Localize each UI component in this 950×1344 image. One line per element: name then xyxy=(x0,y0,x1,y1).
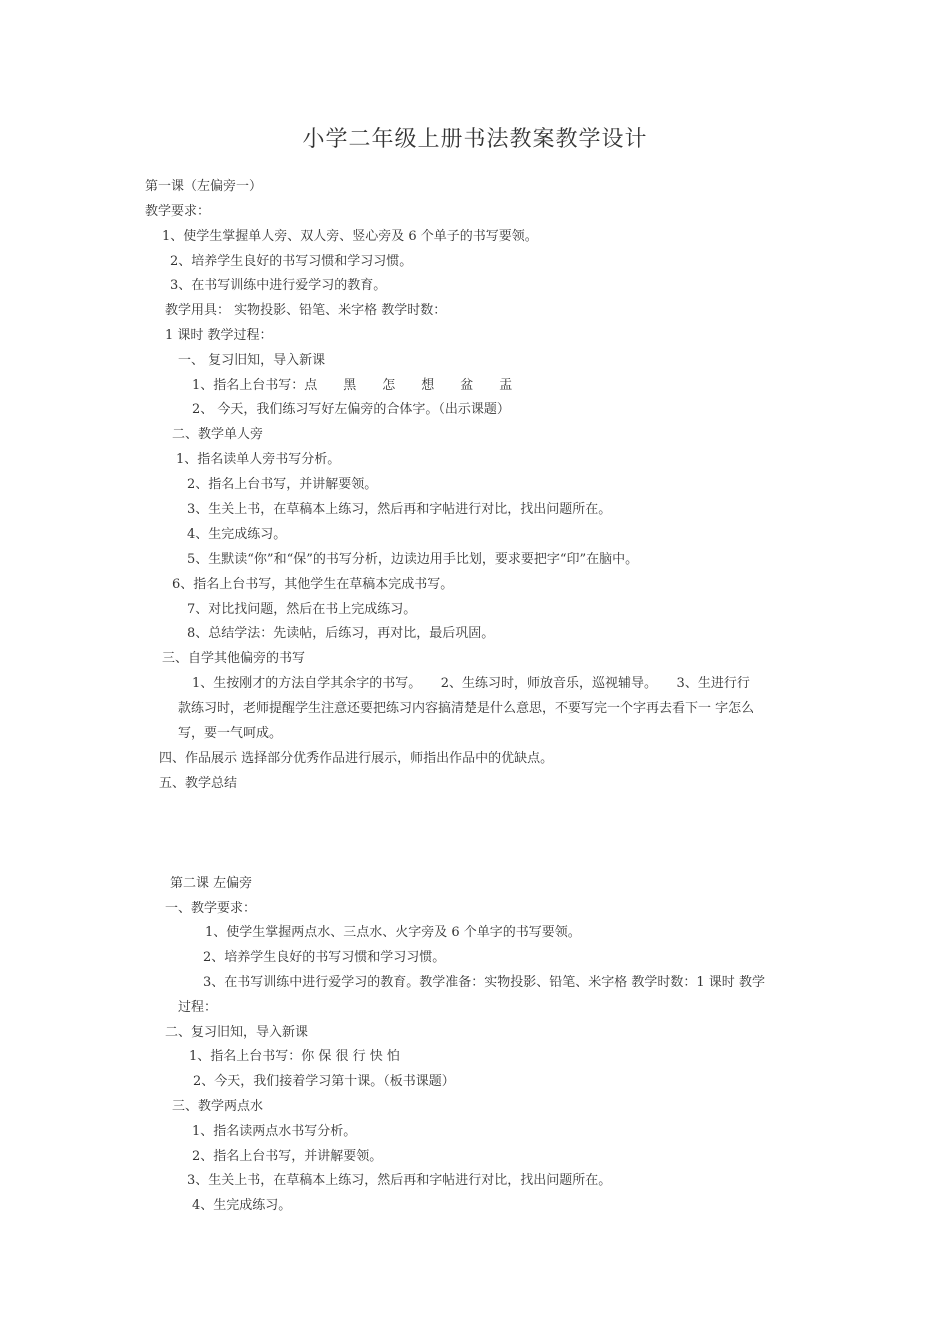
lesson1-requirement-1: 1、使学生掌握单人旁、双人旁、竖心旁及 6 个单子的书写要领。 xyxy=(162,229,538,244)
lesson1-requirement-2: 2、培养学生良好的书写习惯和学习习惯。 xyxy=(170,254,413,269)
lesson2-section2-item2: 2、今天，我们接着学习第十课。（板书课题） xyxy=(193,1074,455,1089)
lesson2-section3-item2: 2、指名上台书写，并讲解要领。 xyxy=(192,1149,383,1164)
lesson1-section3-line3: 写，要一气呵成。 xyxy=(178,726,283,741)
lesson1-section5: 五、教学总结 xyxy=(159,776,238,791)
lesson1-section1-title: 一、 复习旧知，导入新课 xyxy=(178,353,326,368)
lesson1-section3-title: 三、自学其他偏旁的书写 xyxy=(162,651,306,666)
document-title: 小学二年级上册书法教案教学设计 xyxy=(302,127,648,152)
lesson2-section1-title: 一、教学要求： xyxy=(165,901,257,916)
lesson1-section2-item1: 1、指名读单人旁书写分析。 xyxy=(176,452,341,467)
lesson1-requirements-label: 教学要求： xyxy=(145,204,211,219)
lesson1-section1-item1: 1、指名上台书写：点 黑 怎 想 盆 盂 xyxy=(192,378,513,393)
lesson1-section2-item2: 2、指名上台书写，并讲解要领。 xyxy=(187,477,378,492)
lesson2-section3-item1: 1、指名读两点水书写分析。 xyxy=(192,1124,357,1139)
lesson2-section2-item1: 1、指名上台书写：你 保 很 行 快 怕 xyxy=(189,1049,400,1064)
lesson1-section1-item2: 2、 今天，我们练习写好左偏旁的合体字。（出示课题） xyxy=(192,402,510,417)
lesson2-section2-title: 二、复习旧知，导入新课 xyxy=(165,1025,309,1040)
lesson1-section2-item3: 3、生关上书，在草稿本上练习，然后再和字帖进行对比，找出问题所在。 xyxy=(187,502,612,517)
lesson1-requirement-3: 3、在书写训练中进行爱学习的教育。 xyxy=(170,278,387,293)
lesson1-section3-line2: 款练习时，老师提醒学生注意还要把练习内容搞清楚是什么意思，不要写完一个字再去看下一 字怎么 xyxy=(178,701,755,716)
lesson1-section2-item8: 8、总结学法：先读帖，后练习，再对比，最后巩固。 xyxy=(187,626,495,641)
lesson1-section2-item6: 6、指名上台书写，其他学生在草稿本完成书写。 xyxy=(172,577,454,592)
lesson1-section2-item7: 7、对比找问题，然后在书上完成练习。 xyxy=(187,602,417,617)
lesson1-section2-item4: 4、生完成练习。 xyxy=(187,527,287,542)
lesson2-section3-item4: 4、生完成练习。 xyxy=(192,1198,292,1213)
lesson1-section2-title: 二、教学单人旁 xyxy=(172,427,264,442)
lesson2-requirement-3-line1: 3、在书写训练中进行爱学习的教育。教学准备：实物投影、铅笔、米字格 教学时数：1 课时 教学 xyxy=(203,975,765,990)
lesson2-requirement-3-line2: 过程： xyxy=(178,1000,218,1015)
lesson2-heading: 第二课 左偏旁 xyxy=(170,876,253,891)
lesson2-section3-item3: 3、生关上书，在草稿本上练习，然后再和字帖进行对比，找出问题所在。 xyxy=(187,1173,612,1188)
lesson1-section2-item5: 5、生默读“你”和“保”的书写分析，边读边用手比划，要求要把字“印”在脑中。 xyxy=(187,552,639,567)
lesson2-requirement-2: 2、培养学生良好的书写习惯和学习习惯。 xyxy=(203,950,446,965)
lesson2-section3-title: 三、教学两点水 xyxy=(172,1099,264,1114)
lesson1-section4: 四、作品展示 选择部分优秀作品进行展示，师指出作品中的优缺点。 xyxy=(159,751,554,766)
lesson2-requirement-1: 1、使学生掌握两点水、三点水、火字旁及 6 个单字的书写要领。 xyxy=(205,925,581,940)
lesson1-heading: 第一课（左偏旁一） xyxy=(145,179,263,194)
lesson1-tools: 教学用具： 实物投影、铅笔、米字格 教学时数： xyxy=(165,303,447,318)
lesson1-hours: 1 课时 教学过程： xyxy=(165,328,273,343)
lesson1-section3-line1: 1、生按刚才的方法自学其余字的书写。 2、生练习时，师放音乐，巡视辅导。 3、生进行行 xyxy=(192,676,750,691)
